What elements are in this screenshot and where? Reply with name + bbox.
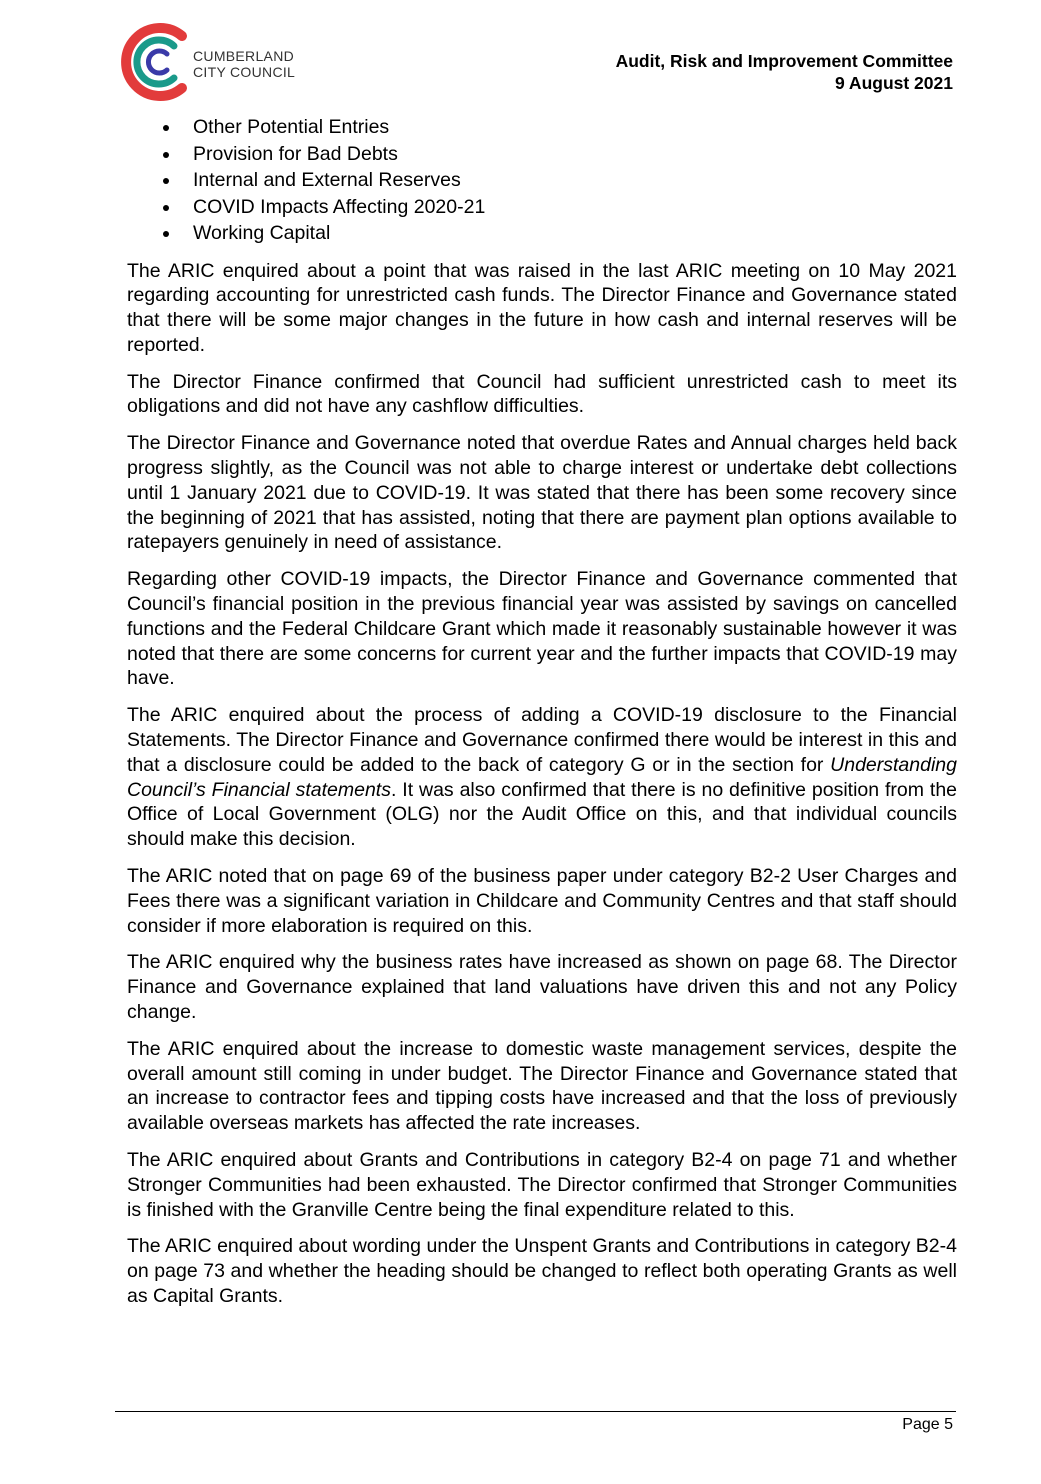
logo-line-1: CUMBERLAND [193, 48, 295, 64]
committee-name: Audit, Risk and Improvement Committee [615, 51, 953, 71]
italic-title: Understanding Council’s Financial statements [127, 753, 957, 801]
bullet-list [127, 114, 957, 247]
list-item: Internal and External Reserves [127, 167, 957, 194]
page-number: Page 5 [902, 1416, 953, 1433]
list-item: Other Potential Entries [127, 114, 957, 141]
meeting-date: 9 August 2021 [834, 73, 953, 93]
paragraph-5: The ARIC enquired about the process of adding a COVID-19 disclosure to the Financial Statements. The Director Finance and Governance confirmed there would be interest in this and that a disclosure could be added to the back of category G or in the section for Understanding Council’s Financial statements. It was also confirmed that there is no definitive position from the Office of Local Government (OLG) nor the Audit Office on this, and that individual councils should make this decision. [127, 704, 958, 851]
paragraph-10: The ARIC enquired about wording under the Unspent Grants and Contributions in category B2-4 on page 73 and whether the heading should be changed to reflect both operating Grants as well as Capital Grants. [127, 1235, 957, 1307]
paragraph-9: The ARIC enquired about Grants and Contributions in category B2-4 on page 71 and whether Stronger Communities had been exhausted. The Director confirmed that Stronger Communities is finished with the Granville Centre being the final expenditure related to this. [127, 1149, 957, 1221]
paragraph-7: The ARIC enquired why the business rates have increased as shown on page 68. The Director Finance and Governance explained that land valuations have driven this and not any Policy change. [127, 951, 957, 1024]
paragraph-1: The ARIC enquired about a point that was raised in the last ARIC meeting on 10 May 2021 regarding accounting for unrestricted cash funds. The Director Finance and Governance stated that there will be some major changes in the future in how cash and internal reserves will be reported. [127, 259, 957, 356]
paragraph-4: Regarding other COVID-19 impacts, the Director Finance and Governance commented that Council’s financial position in the previous financial year was assisted by savings on cancelled functions and the Federal Childcare Grant which made it reasonably sustainable however it was noted that there are some concerns for current year and the further impacts that COVID-19 may have. [127, 568, 957, 690]
logo-line-2: CITY COUNCIL [193, 64, 296, 80]
list-item: COVID Impacts Affecting 2020-21 [127, 194, 957, 221]
logo-text [193, 48, 295, 80]
paragraph-2: The Director Finance confirmed that Council had sufficient unrestricted cash to meet its obligations and did not have any cashflow difficulties. [127, 370, 957, 418]
council-logo [120, 22, 320, 102]
page-header [616, 50, 953, 94]
footer-divider [115, 1411, 956, 1412]
council-logo-icon [120, 22, 192, 102]
bullet-icon [163, 205, 169, 211]
bullet-icon [163, 152, 169, 158]
paragraph-8: The ARIC enquired about the increase to domestic waste management services, despite the overall amount still coming in under budget. The Director Finance and Governance stated that an increase to contractor fees and tipping costs have increased and that the loss of previously available overseas markets has affected the rate increases. [127, 1037, 957, 1135]
bullet-icon [163, 125, 169, 131]
document-body [127, 114, 957, 1309]
bullet-icon [163, 231, 169, 237]
list-item: Working Capital [127, 220, 957, 247]
paragraph-3: The Director Finance and Governance noted that overdue Rates and Annual charges held back progress slightly, as the Council was not able to charge interest or undertake debt collections until 1 January 2021 due to COVID-19. It was stated that there has been some recovery since the beginning of 2021 that has assisted, noting that there are payment plan options available to ratepayers genuinely in need of assistance. [127, 432, 957, 554]
list-item: Provision for Bad Debts [127, 141, 957, 168]
bullet-icon [163, 178, 169, 184]
paragraph-6: The ARIC noted that on page 69 of the business paper under category B2-2 User Charges and Fees there was a significant variation in Childcare and Community Centres and that staff should consider if more elaboration is required on this. [127, 865, 957, 937]
